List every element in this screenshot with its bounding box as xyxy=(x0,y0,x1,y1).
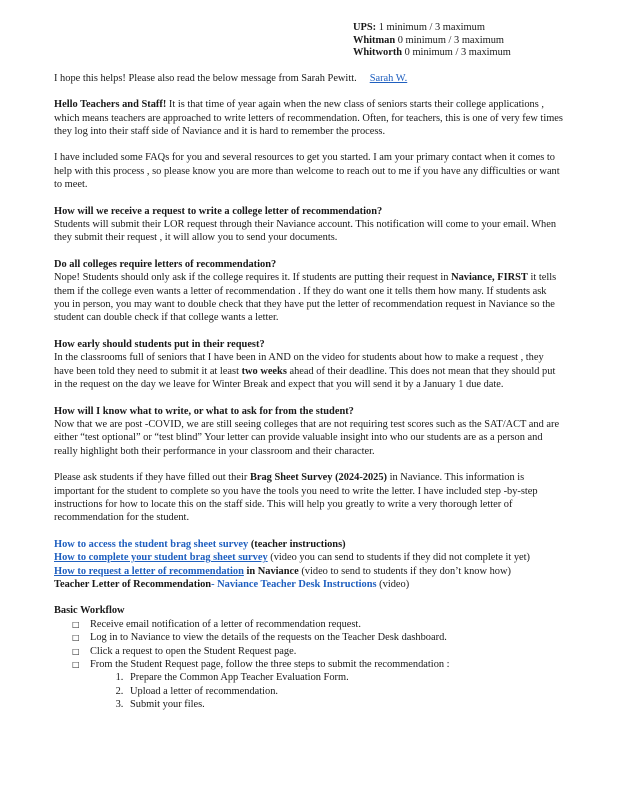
workflow-list xyxy=(54,618,564,672)
bullet-box-icon: □ xyxy=(72,646,80,656)
q3-answer xyxy=(54,351,564,391)
limit-school: Whitman xyxy=(353,34,396,46)
q2-bold: Naviance, FIRST xyxy=(451,272,528,284)
q4-heading: How will I know what to write, or what to ask for from the student? xyxy=(54,405,354,417)
q2-text: it tells them if the college even wants a letter of recommendation . If they do want one it tells them how many. If students ask you in person, you may want to double check that they have put the letter of recommendation request in Naviance so the student can double check if that college wants a letter. xyxy=(54,272,557,324)
link-note: (video to send to students if they don’t know how) xyxy=(298,565,511,577)
brag-sheet-complete-link[interactable]: How to complete your student brag sheet survey xyxy=(54,552,268,564)
step-item: 2. Upload a letter of recommendation. xyxy=(126,685,564,698)
q3-heading: How early should students put in their request? xyxy=(54,338,265,350)
list-item xyxy=(72,618,564,631)
sarah-link[interactable]: Sarah W. xyxy=(369,72,408,84)
limit-row xyxy=(353,22,564,35)
brag-text: Please ask students if they have filled out their xyxy=(54,472,250,484)
q4-answer: Now that we are post -COVID, we are still seeing colleges that are not requiring test scores such as the SAT/ACT and are either “test optional” or “test blind” Your letter can provide valuable insight into who our students are as a person and really highlight both their performance in your classroom and their character. xyxy=(54,418,560,457)
list-item xyxy=(72,645,564,658)
link-note: (video) xyxy=(376,578,410,590)
link-note: (video you can send to students if they did not complete it yet) xyxy=(267,552,530,564)
greeting-paragraph xyxy=(54,98,564,138)
intro-paragraph xyxy=(54,72,564,85)
brag-text: in Naviance. This information is important for the student to complete so you have the tools you need to write the letter. I have included step -by-step instructions for how to locate this on the staff side. This will help you greatly to write a very thorough letter of recommendation for the student. xyxy=(54,472,538,524)
q1-heading: How will we receive a request to write a college letter of recommendation? xyxy=(54,205,383,217)
bullet-box-icon: □ xyxy=(72,633,80,643)
link-note: (teacher instructions) xyxy=(248,538,346,550)
list-item-text: Receive email notification of a letter of recommendation request. xyxy=(90,618,361,630)
greeting-text: It is that time of year again when the new class of seniors starts their college applications , which means teachers are approached to write letters of recommendation. Often, for teachers, this is one of very few times they log into their staff side of Naviance and it is hard to remember the process. xyxy=(54,99,563,137)
q1-answer: Students will submit their LOR request through their Naviance account. This notification will come to your email. When they submit their request , it will allow you to send your documents. xyxy=(54,219,557,244)
limit-value: 1 minimum / 3 maximum xyxy=(376,22,485,33)
teacher-desk-instructions-link[interactable]: - Naviance Teacher Desk Instructions xyxy=(211,578,377,590)
q2-answer xyxy=(54,271,564,325)
resource-link-4 xyxy=(54,578,564,591)
document-page xyxy=(54,22,564,712)
list-item xyxy=(72,631,564,644)
bullet-box-icon: □ xyxy=(72,660,80,669)
list-item-text: Log in to Naviance to view the details of the requests on the Teacher Desk dashboard. xyxy=(90,632,447,644)
q3-text: In the classrooms full of seniors that I have been in AND on the video for students about how to make a request , they have been told they need to submit it at least xyxy=(54,352,544,377)
resource-link-2 xyxy=(54,551,564,564)
limit-row xyxy=(353,35,564,48)
college-limits-block xyxy=(353,22,564,60)
workflow-steps xyxy=(54,671,564,711)
step-item: 1. Prepare the Common App Teacher Evaluation Form. xyxy=(126,671,564,684)
list-item xyxy=(72,658,564,671)
list-item-text: From the Student Request page, follow the three steps to submit the recommendation : xyxy=(90,659,450,670)
greeting-heading: Hello Teachers and Staff! xyxy=(54,99,167,111)
link-bold: Teacher Letter of Recommendation xyxy=(54,578,212,590)
q3-text: ahead of their deadline. This does not mean that they should put in the request on the day we leave for Winter Break and expect that you will send it by a January 1 due date. xyxy=(54,365,556,391)
q2-text: Nope! Students should only ask if the college requires it. If students are putting their request in xyxy=(54,272,452,284)
resource-link-1 xyxy=(54,538,564,551)
resource-link-3 xyxy=(54,565,564,578)
q3-bold: two weeks xyxy=(241,365,287,377)
limit-school: UPS: xyxy=(353,22,377,33)
intro-text: I hope this helps! Please also read the below message from Sarah Pewitt. xyxy=(54,72,357,84)
brag-sheet-access-link[interactable]: How to access the student brag sheet survey xyxy=(54,538,249,550)
limit-value: 0 minimum / 3 maximum xyxy=(402,47,511,59)
list-item-text: Click a request to open the Student Request page. xyxy=(90,645,297,657)
step-item: 3. Submit your files. xyxy=(126,698,564,711)
workflow-heading: Basic Workflow xyxy=(54,605,125,617)
faq-intro-paragraph: I have included some FAQs for you and several resources to get you started. I am your primary contact when it comes to help with this process , so please know you are more than welcome to reach out to me if you have any difficulties or want to meet. xyxy=(54,152,560,191)
q2-heading: Do all colleges require letters of recommendation? xyxy=(54,258,277,270)
limit-school: Whitworth xyxy=(353,47,403,59)
request-letter-link[interactable]: How to request a letter of recommendation xyxy=(54,565,244,577)
limit-value: 0 minimum / 3 maximum xyxy=(395,34,504,46)
brag-bold: Brag Sheet Survey (2024-2025) xyxy=(249,472,388,484)
limit-row xyxy=(353,47,564,60)
bullet-box-icon: □ xyxy=(72,619,80,629)
brag-paragraph xyxy=(54,471,564,525)
link-bold: in Naviance xyxy=(243,565,299,577)
